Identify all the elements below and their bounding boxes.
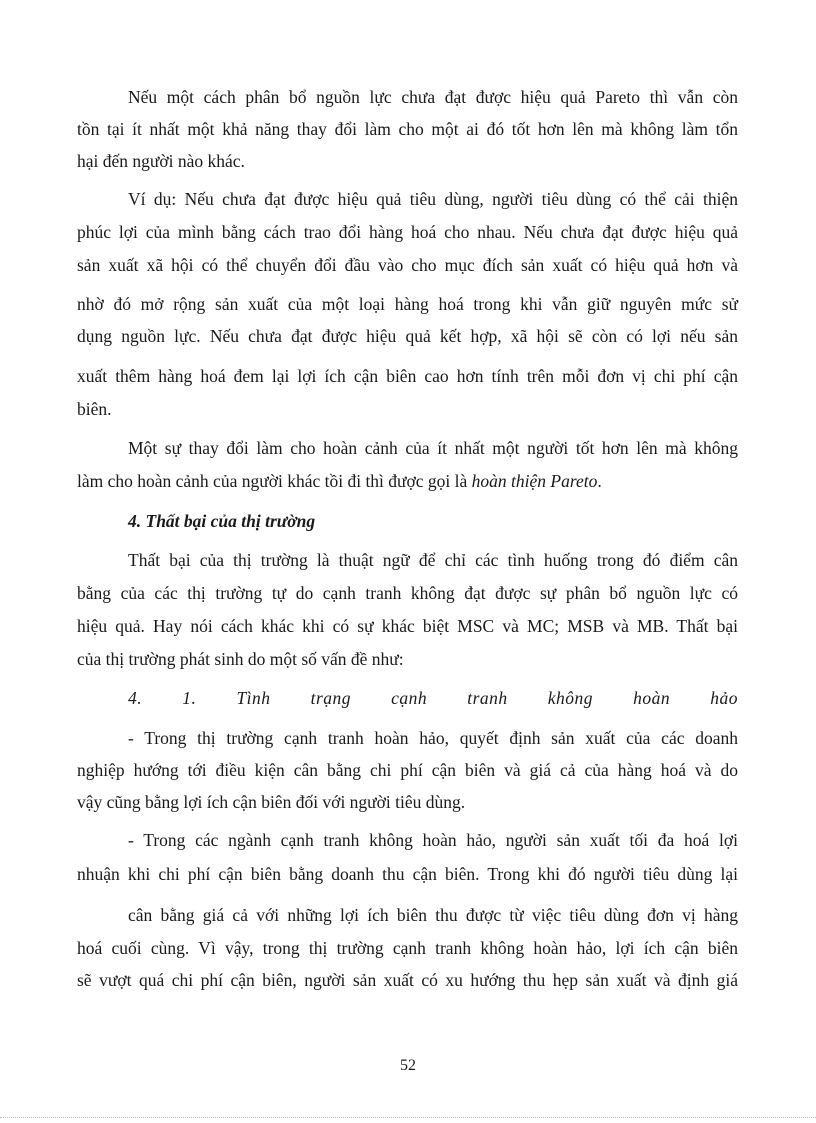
paragraph-line: xuất thêm hàng hoá đem lại lợi ích cận biên cao hơn tính trên mỗi đơn vị chi phí cận (77, 366, 738, 386)
paragraph-line: - Trong thị trường cạnh tranh hoàn hảo, quyết định sản xuất của các doanh (128, 728, 738, 748)
text-run: làm cho hoàn cảnh của người khác tồi đi thì được gọi là (77, 471, 472, 491)
paragraph-line: Nếu một cách phân bổ nguồn lực chưa đạt được hiệu quả Pareto thì vẫn còn (128, 87, 738, 107)
paragraph-line: sẽ vượt quá chi phí cận biên, người sản xuất có xu hướng thu hẹp sản xuất và định giá (77, 970, 738, 990)
paragraph-line: hại đến người nào khác. (77, 151, 245, 171)
paragraph-line: Một sự thay đổi làm cho hoàn cảnh của ít nhất một người tốt hơn lên mà không (128, 438, 738, 458)
section-heading: 4. Thất bại của thị trường (128, 511, 316, 531)
paragraph-line: sản xuất xã hội có thể chuyển đổi đầu vào cho mục đích sản xuất có hiệu quả hơn và (77, 255, 738, 275)
paragraph-line: của thị trường phát sinh do một số vấn đề như: (77, 649, 404, 669)
paragraph-line: nghiệp hướng tới điều kiện cân bằng chi phí cận biên và giá cả của hàng hoá và do (77, 760, 738, 780)
paragraph-line: Ví dụ: Nếu chưa đạt được hiệu quả tiêu dùng, người tiêu dùng có thể cải thiện (128, 189, 738, 209)
paragraph-line: Thất bại của thị trường là thuật ngữ để chỉ các tình huống trong đó điểm cân (128, 550, 738, 570)
subsection-heading: 4. 1. Tình trạng cạnh tranh không hoàn hảo (128, 688, 738, 708)
paragraph-line: phúc lợi của mình bằng cách trao đổi hàng hoá cho nhau. Nếu chưa đạt được hiệu quả (77, 222, 738, 242)
page-bottom-divider (0, 1117, 816, 1118)
paragraph-line: hiệu quả. Hay nói cách khác khi có sự khác biệt MSC và MC; MSB và MB. Thất bại (77, 616, 738, 636)
paragraph-line: vậy cũng bằng lợi ích cận biên đối với người tiêu dùng. (77, 792, 466, 812)
paragraph-line: hoá cuối cùng. Vì vậy, trong thị trường cạnh tranh không hoàn hảo, lợi ích cận biên (77, 938, 738, 958)
term-pareto-improvement: hoàn thiện Pareto (471, 471, 598, 491)
paragraph-line: biên. (77, 399, 112, 419)
paragraph-line: tồn tại ít nhất một khả năng thay đổi làm cho một ai đó tốt hơn lên mà không làm tổn (77, 119, 738, 139)
page-number: 52 (400, 1057, 416, 1074)
paragraph-line: dụng nguồn lực. Nếu chưa đạt được hiệu quả kết hợp, xã hội sẽ còn có lợi nếu sản (77, 326, 738, 346)
paragraph-line: bằng của các thị trường tự do cạnh tranh không đạt được sự phân bổ nguồn lực có (77, 583, 738, 603)
paragraph-line: cân bằng giá cả với những lợi ích biên thu được từ việc tiêu dùng đơn vị hàng (128, 905, 738, 925)
paragraph-line: - Trong các ngành cạnh tranh không hoàn hảo, người sản xuất tối đa hoá lợi (128, 830, 738, 850)
paragraph-line (77, 469, 738, 493)
paragraph-line: nhuận khi chi phí cận biên bằng doanh thu cận biên. Trong khi đó người tiêu dùng lại (77, 864, 738, 884)
paragraph-line: nhờ đó mở rộng sản xuất của một loại hàng hoá trong khi vẫn giữ nguyên mức sử (77, 294, 738, 314)
text-run: . (597, 471, 602, 491)
